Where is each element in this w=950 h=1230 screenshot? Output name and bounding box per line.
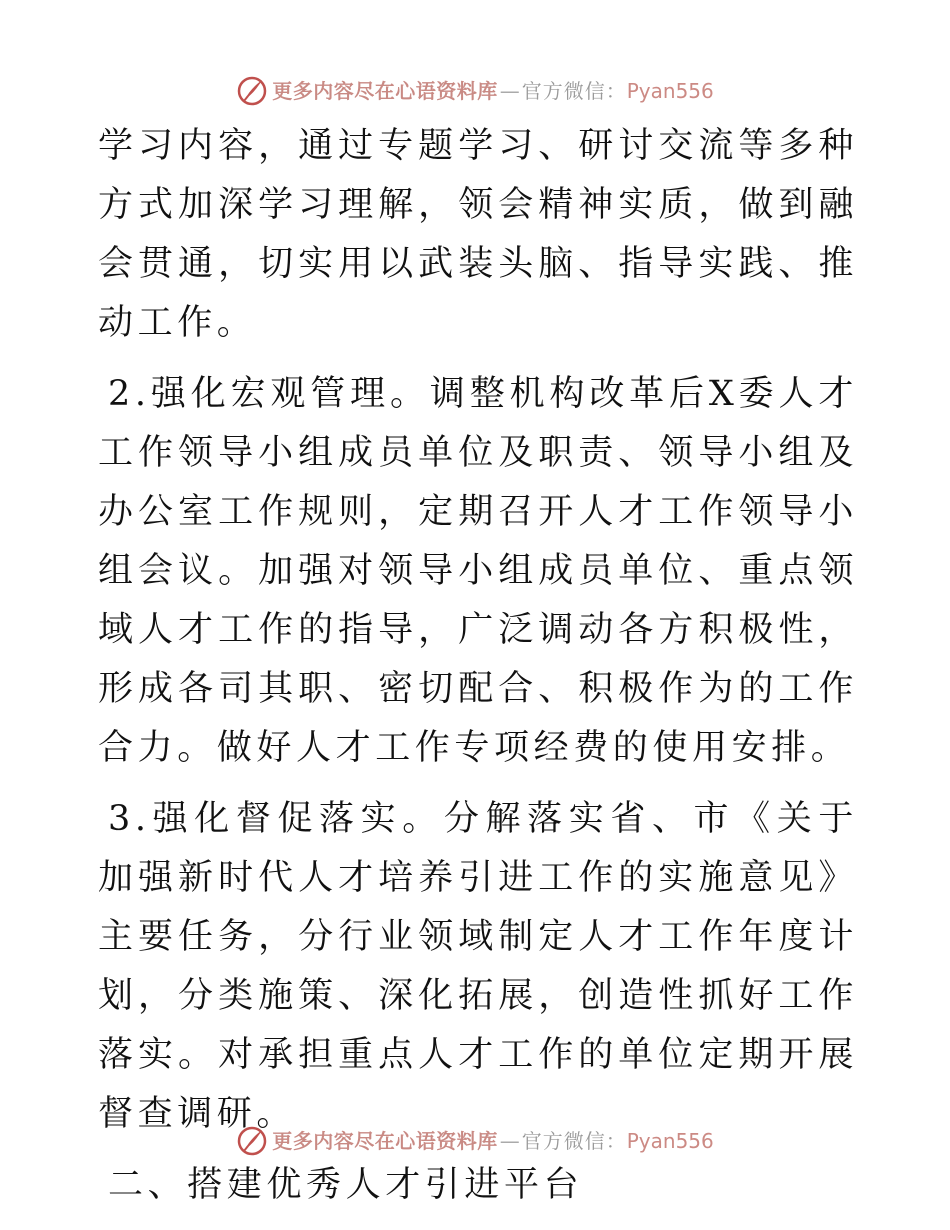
watermark-label: 官方微信： — [521, 79, 627, 103]
watermark-brand: 更多内容尽在心语资料库 — [272, 79, 498, 103]
paragraph-continuation: 学习内容，通过专题学习、研讨交流等多种方式加深学习理解，领会精神实质，做到融会贯通，切实用以武装头脑、指导实践、推动工作。 — [98, 126, 858, 343]
section-heading: 二、搭建优秀人才引进平台 — [108, 1165, 584, 1205]
header-watermark — [0, 75, 950, 107]
quill-circle-logo-icon — [236, 75, 268, 107]
watermark-wechat-id: Pyan556 — [626, 1129, 714, 1153]
watermark-wechat-id: Pyan556 — [626, 79, 714, 103]
footer-watermark — [0, 1125, 950, 1157]
watermark-separator: — — [499, 1129, 520, 1153]
paragraph-item-3: 3.强化督促落实。分解落实省、市《关于加强新时代人才培养引进工作的实施意见》主要任务，分行业领域制定人才工作年度计划，分类施策、深化拓展，创造性抓好工作落实。对承担重点人才工作的单位定期开展督查调研。 — [98, 799, 858, 1134]
quill-circle-logo-icon — [236, 1125, 268, 1157]
watermark-label: 官方微信： — [521, 1129, 627, 1153]
watermark-separator: — — [499, 79, 520, 103]
document-body — [98, 117, 858, 1215]
watermark-brand: 更多内容尽在心语资料库 — [272, 1129, 498, 1153]
paragraph-item-2: 2.强化宏观管理。调整机构改革后X委人才工作领导小组成员单位及职责、领导小组及办公室工作规则，定期召开人才工作领导小组会议。加强对领导小组成员单位、重点领域人才工作的指导，广泛调动各方积极性，形成各司其职、密切配合、积极作为的工作合力。做好人才工作专项经费的使用安排。 — [98, 374, 858, 768]
